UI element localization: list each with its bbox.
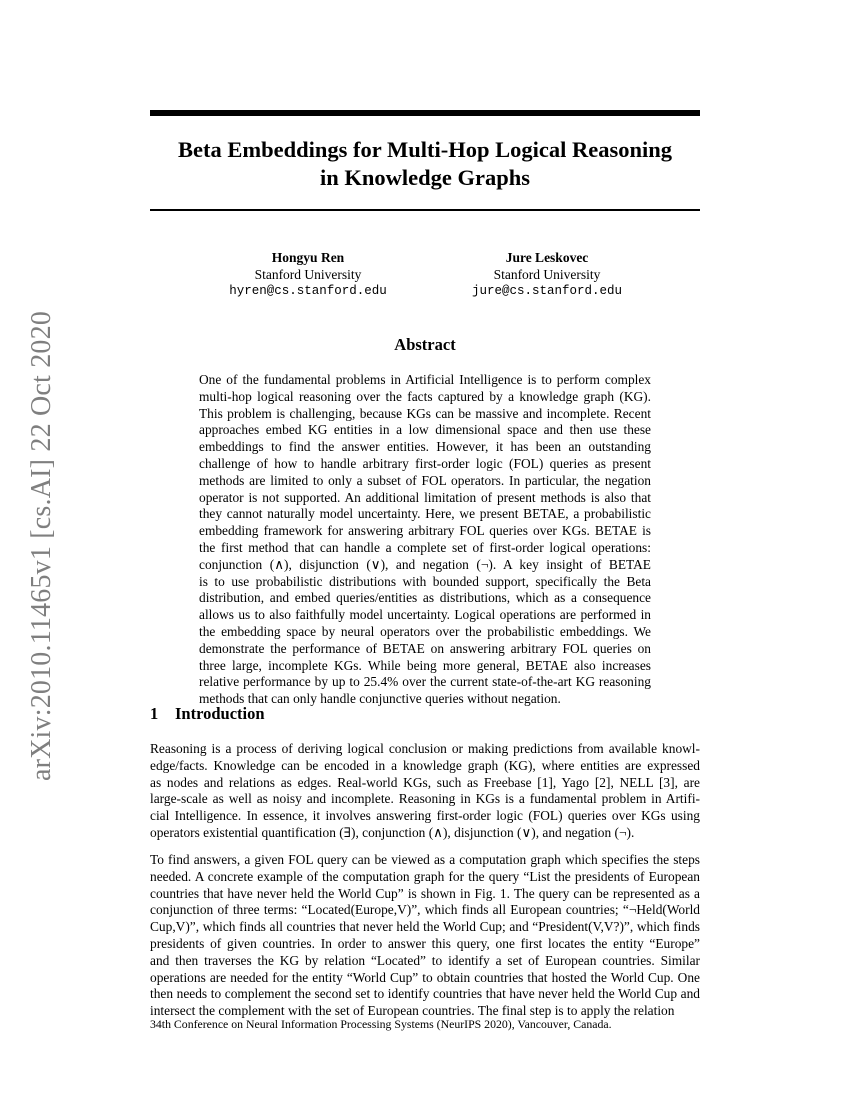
text-line: cial Intelligence. In essence, it involves answering first-order logic (FOL) queries over KGs using bbox=[150, 808, 700, 824]
title-line-2: in Knowledge Graphs bbox=[319, 165, 531, 190]
text-line: as nodes and relations as edges. Real-world KGs, such as Freebase [1], Yago [2], NELL [3], are bbox=[150, 774, 700, 790]
text-line: large-scale as well as noisy and incomplete. Reasoning in KGs is a fundamental problem in Artifi- bbox=[150, 791, 700, 807]
author-name: Jure Leskovec bbox=[505, 250, 589, 265]
text-line: One of the fundamental problems in Artificial Intelligence is to perform complex bbox=[199, 372, 651, 387]
text-line: operator is not supported. An additional limitation of present methods is also that bbox=[199, 489, 651, 505]
author-block bbox=[188, 250, 428, 300]
text-line: three large, incomplete KGs. While being more general, BETAE also increases bbox=[199, 657, 651, 673]
text-line: needed. A concrete example of the computation graph for the query “List the presidents of European bbox=[150, 868, 700, 884]
text-line: allows us to also faithfully model uncertainty. Logical operations are performed in bbox=[199, 607, 651, 623]
text-line: This problem is challenging, because KGs can be massive and incomplete. Recent bbox=[199, 405, 651, 421]
intro-paragraph-2 bbox=[150, 852, 700, 1020]
text-line: relative performance by up to 25.4% over the current state-of-the-art KG reasoning bbox=[199, 674, 651, 690]
text-line: is to use probabilistic distributions with bounded support, specifically the Beta bbox=[199, 573, 651, 589]
text-line: the first method that can handle a complete set of first-order logical operations: bbox=[199, 539, 651, 555]
section-title: Introduction bbox=[175, 704, 265, 723]
text-line: To find answers, a given FOL query can be viewed as a computation graph which specifies the steps bbox=[150, 852, 700, 867]
text-line: edge/facts. Knowledge can be encoded in a knowledge graph (KG), where entities are expressed bbox=[150, 757, 700, 773]
title-line-1: Beta Embeddings for Multi-Hop Logical Reasoning bbox=[177, 137, 672, 162]
text-line: they cannot naturally model uncertainty. Here, we present BETAE, a probabilistic bbox=[199, 506, 651, 522]
title-bottom-rule bbox=[150, 209, 700, 211]
text-line: methods are limited to only a subset of FOL operators. In particular, the negation bbox=[199, 472, 651, 488]
intro-paragraph-1 bbox=[150, 741, 700, 842]
author-name: Hongyu Ren bbox=[271, 250, 345, 265]
text-line: and then traverses the KG by relation “Located” to identify a set of European countries. Similar bbox=[150, 952, 700, 968]
text-line: Cup,V)”, which finds all countries that never held the World Cup; and “President(V,V?)”, which finds bbox=[150, 919, 700, 935]
text-line: countries that have never held the World Cup” is shown in Fig. 1. The query can be represented as a bbox=[150, 885, 700, 901]
title-top-rule bbox=[150, 110, 700, 116]
author-email[interactable]: hyren@cs.stanford.edu bbox=[229, 284, 387, 298]
author-affiliation: Stanford University bbox=[254, 266, 362, 282]
paper-title bbox=[150, 136, 700, 192]
text-line: distribution, and embed queries/entities as distributions, which as a consequence bbox=[199, 590, 651, 606]
section-number: 1 bbox=[150, 704, 159, 723]
conference-footnote: 34th Conference on Neural Information Processing Systems (NeurIPS 2020), Vancouver, Canada. bbox=[150, 1017, 612, 1031]
text-line: operations are needed for the entity “World Cup” to obtain countries that hosted the World Cup. One bbox=[150, 969, 700, 985]
text-line: conjunction (∧), disjunction (∨), and negation (¬). A key insight of BETAE bbox=[199, 556, 651, 572]
text-line: challenge of how to handle arbitrary first-order logic (FOL) queries as present bbox=[199, 455, 651, 471]
section-heading bbox=[150, 704, 700, 724]
text-line: presidents of given countries. In order to answer this query, one first locates the entity “Europe” bbox=[150, 935, 700, 951]
author-block bbox=[427, 250, 667, 300]
arxiv-stamp: arXiv:2010.11465v1 [cs.AI] 22 Oct 2020 bbox=[26, 310, 57, 782]
text-line: operators existential quantification (∃), conjunction (∧), disjunction (∨), and negation (¬). bbox=[150, 824, 635, 840]
abstract-heading: Abstract bbox=[394, 335, 456, 354]
author-affiliation: Stanford University bbox=[493, 266, 601, 282]
author-email[interactable]: jure@cs.stanford.edu bbox=[471, 284, 623, 298]
text-line: conjunction of three terms: “Located(Europe,V)”, which finds all European countries; “¬Held(World bbox=[150, 902, 700, 918]
abstract-body bbox=[199, 372, 651, 708]
text-line: the embedding space by neural operators over the probabilistic embeddings. We bbox=[199, 623, 651, 639]
text-line: Reasoning is a process of deriving logical conclusion or making predictions from available knowl- bbox=[150, 741, 700, 756]
text-line: methods that can only handle conjunctive queries without negation. bbox=[199, 691, 561, 707]
text-line: embeddings to find the answer entities. However, it has been an outstanding bbox=[199, 439, 651, 455]
text-line: multi-hop logical reasoning over the facts captured by a knowledge graph (KG). bbox=[199, 388, 651, 404]
text-line: demonstrate the performance of BETAE on answering arbitrary FOL queries on bbox=[199, 640, 651, 656]
text-line: then needs to complement the second set to identify countries that have never held the World Cup and bbox=[150, 986, 700, 1002]
text-line: embedding framework for answering arbitrary FOL queries over KGs. BETAE is bbox=[199, 523, 651, 539]
text-line: intersect the complement with the set of European countries. The final step is to apply the relation bbox=[150, 1003, 675, 1019]
text-line: approaches embed KG entities in a low dimensional space and then use these bbox=[199, 422, 651, 438]
